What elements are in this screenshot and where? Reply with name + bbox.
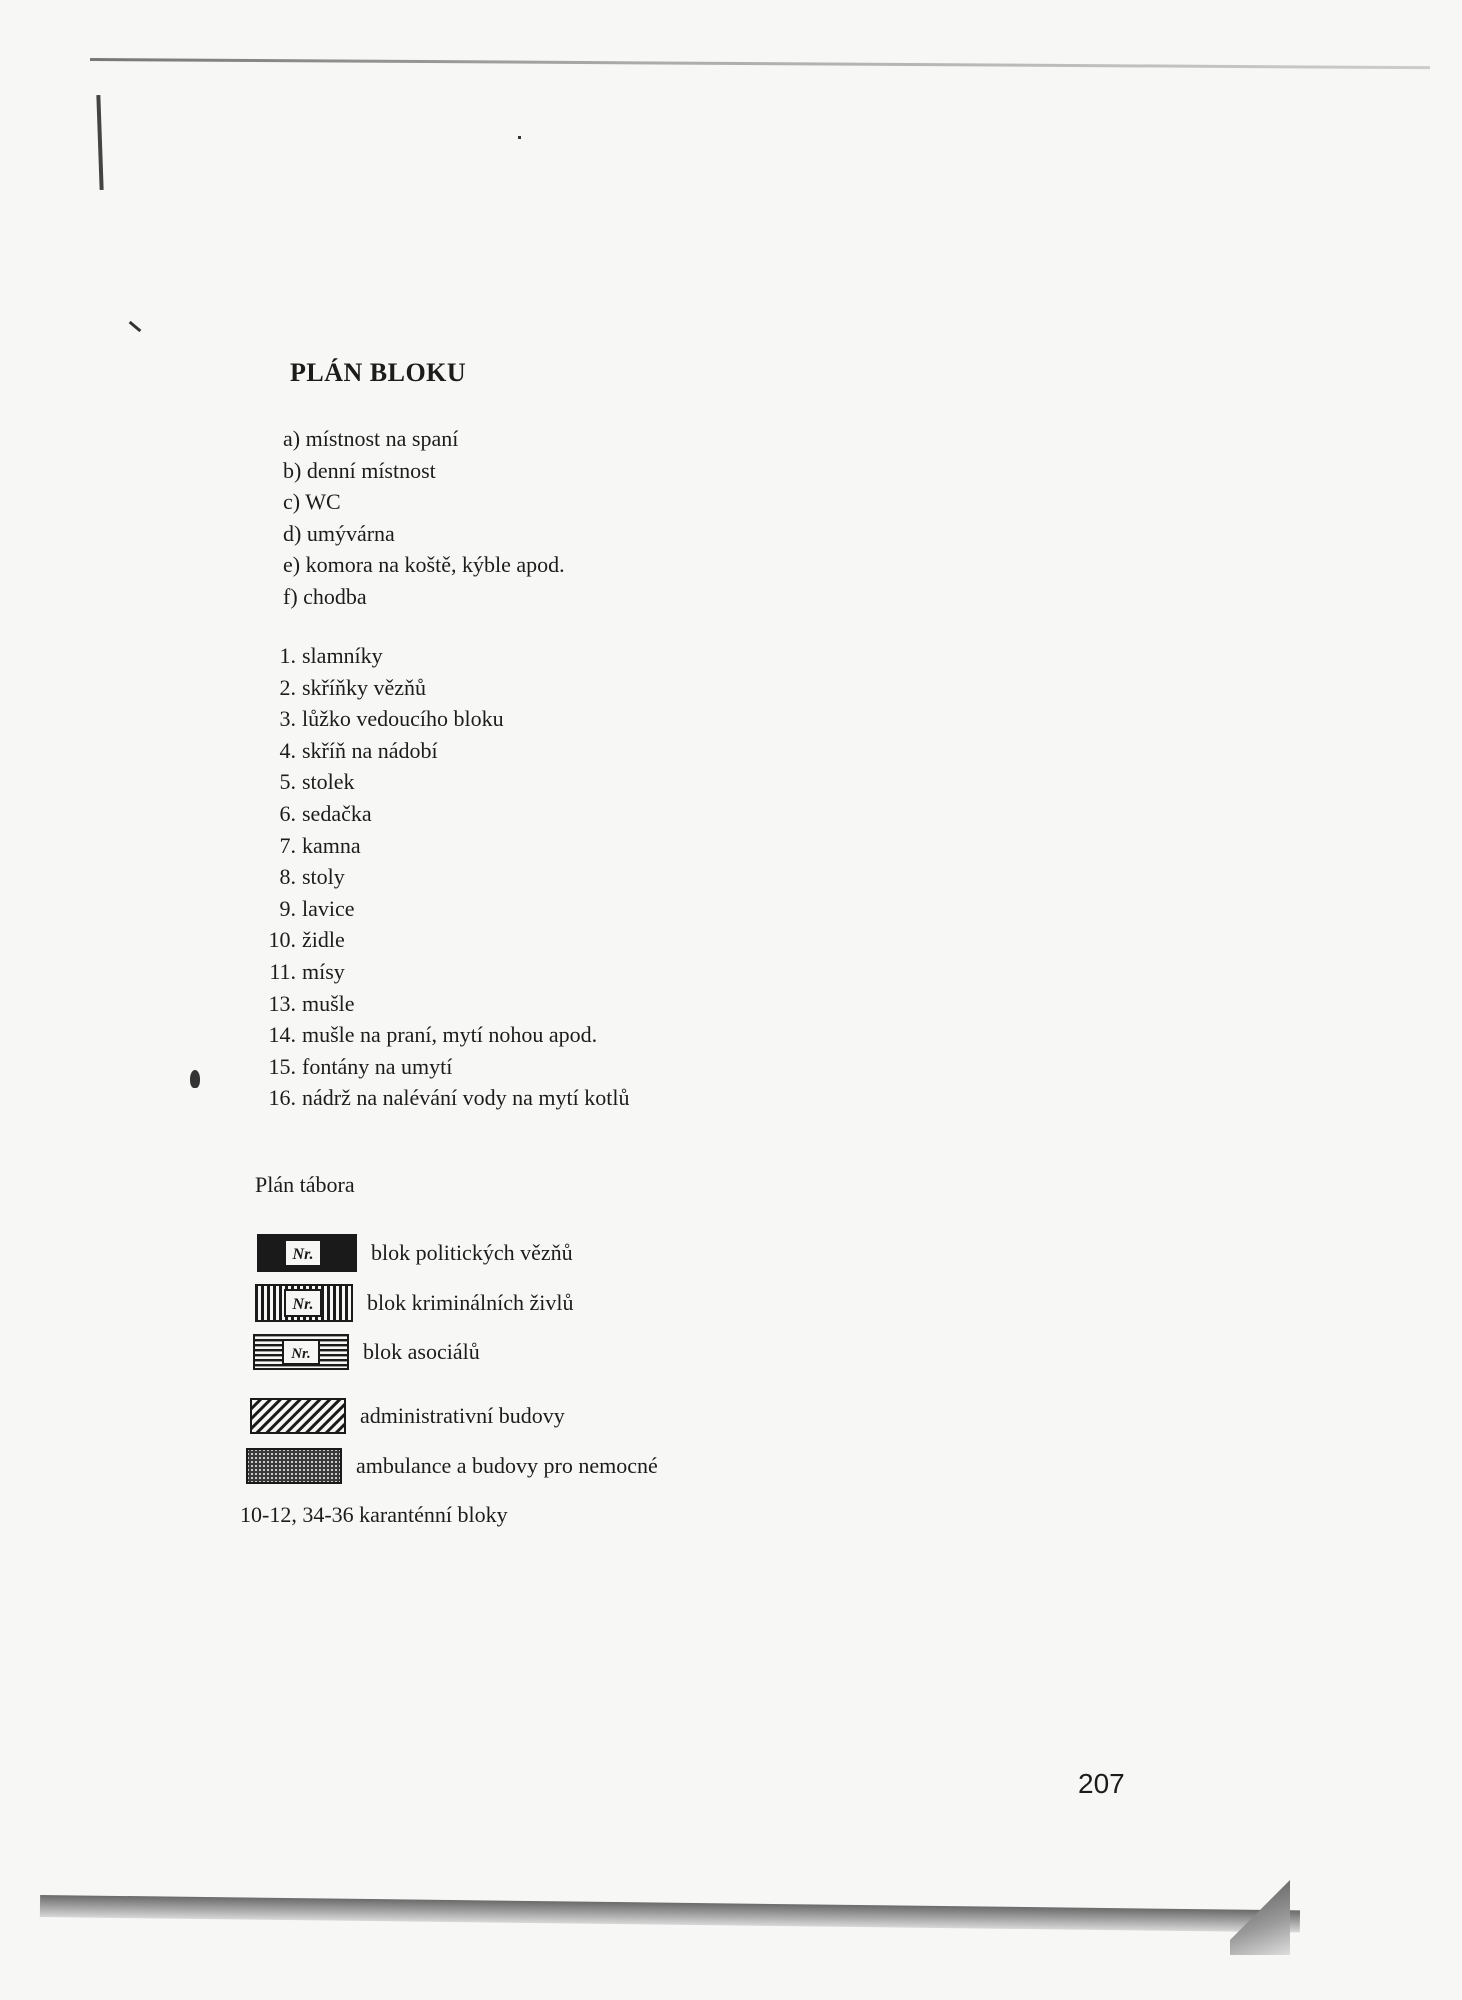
- ambulance-building-symbol: [246, 1448, 342, 1484]
- item-text: skříňky vězňů: [302, 674, 427, 700]
- list-item: [262, 830, 629, 862]
- item-text: mušle na praní, mytí nohou apod.: [302, 1022, 598, 1048]
- item-number: 7.: [279, 832, 296, 858]
- political-block-symbol: [257, 1234, 357, 1272]
- item-text: mísy: [302, 958, 345, 984]
- item-number: 10.: [268, 927, 296, 953]
- list-item: [262, 1019, 629, 1051]
- item-text: nádrž na nalévání vody na mytí kotlů: [302, 1085, 630, 1111]
- list-item: [262, 924, 629, 956]
- list-item: [262, 956, 629, 988]
- list-item: [262, 735, 629, 767]
- page-number: 207: [1078, 1768, 1125, 1799]
- criminal-block-symbol: [255, 1284, 353, 1322]
- legend-item: [253, 1334, 480, 1370]
- legend-label: blok asociálů: [363, 1339, 480, 1364]
- list-item: [262, 640, 629, 672]
- list-item: [262, 988, 629, 1020]
- quarantine-note: 10-12, 34-36 karanténní bloky: [240, 1502, 508, 1527]
- legend-item: [250, 1398, 565, 1434]
- item-number: 4.: [279, 737, 296, 763]
- item-text: skříň na nádobí: [302, 737, 438, 763]
- item-text: lavice: [302, 895, 355, 921]
- item-text: mušle: [302, 990, 355, 1016]
- list-item: b) denní místnost: [283, 457, 436, 483]
- list-item: [262, 766, 629, 798]
- list-item: c) WC: [283, 489, 341, 515]
- legend-item: [246, 1448, 658, 1484]
- list-item: [262, 1082, 629, 1114]
- legend-item: [257, 1234, 573, 1272]
- item-text: fontány na umytí: [302, 1053, 453, 1079]
- item-number: 5.: [279, 769, 296, 795]
- item-number: 15.: [268, 1053, 296, 1079]
- legend-item: [255, 1284, 574, 1322]
- item-text: stolek: [302, 769, 355, 795]
- list-item: a) místnost na spaní: [283, 426, 459, 451]
- item-number: 8.: [279, 864, 296, 890]
- item-text: slamníky: [302, 643, 383, 668]
- list-item: e) komora na koště, kýble apod.: [283, 552, 565, 578]
- list-item: [262, 893, 629, 925]
- symbol-label: Nr.: [292, 1296, 314, 1313]
- item-number: 14.: [268, 1022, 296, 1048]
- item-number: 6.: [279, 800, 296, 826]
- list-item: [262, 861, 629, 893]
- legend-label: ambulance a budovy pro nemocné: [356, 1453, 658, 1478]
- list-item: [262, 1051, 629, 1083]
- symbol-label: Nr.: [292, 1246, 314, 1263]
- item-number: 9.: [279, 895, 296, 921]
- administrative-building-symbol: [250, 1398, 346, 1434]
- list-item: f) chodba: [283, 583, 367, 609]
- symbol-label: Nr.: [291, 1346, 311, 1362]
- page-title: PLÁN BLOKU: [290, 358, 467, 387]
- legend-label: blok politických vězňů: [371, 1240, 573, 1265]
- item-text: stoly: [302, 864, 345, 890]
- item-number: 13.: [268, 990, 296, 1016]
- legend-label: administrativní budovy: [360, 1403, 565, 1428]
- item-text: sedačka: [302, 800, 372, 826]
- list-item: [262, 703, 629, 735]
- item-number: 1.: [279, 643, 296, 668]
- item-number: 16.: [268, 1085, 296, 1111]
- item-number: 11.: [269, 958, 296, 984]
- asocial-block-symbol: [253, 1334, 349, 1370]
- legend-label: blok kriminálních živlů: [367, 1290, 574, 1315]
- furniture-list: [262, 640, 629, 1114]
- list-item: [262, 672, 629, 704]
- list-item: d) umývárna: [283, 520, 395, 546]
- item-number: 2.: [279, 674, 296, 700]
- item-text: lůžko vedoucího bloku: [302, 706, 504, 732]
- camp-plan-title: Plán tábora: [255, 1172, 355, 1197]
- rooms-list: [283, 423, 565, 613]
- item-number: 3.: [279, 706, 296, 732]
- item-text: kamna: [302, 832, 361, 858]
- list-item: [262, 798, 629, 830]
- item-text: židle: [302, 927, 345, 953]
